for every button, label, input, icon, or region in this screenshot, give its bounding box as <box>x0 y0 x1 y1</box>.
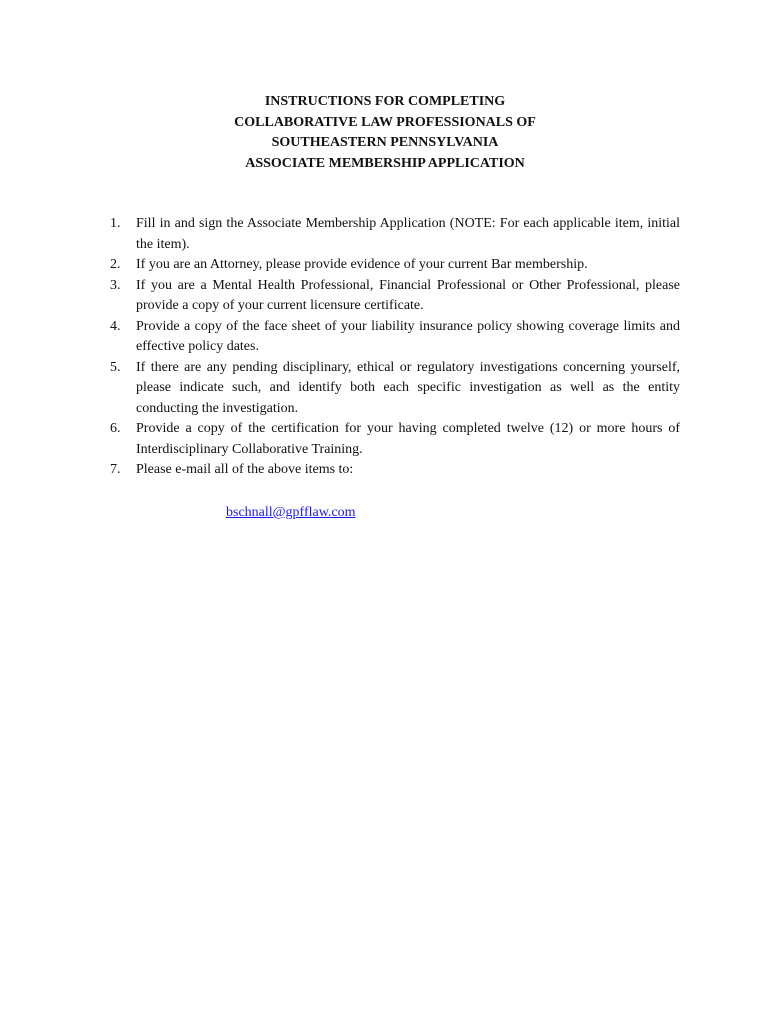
email-link[interactable]: bschnall@gpfflaw.com <box>226 505 356 520</box>
instructions-list <box>110 214 680 481</box>
list-item <box>110 276 680 317</box>
document-title <box>0 92 770 174</box>
list-item-text: Please e-mail all of the above items to: <box>136 462 354 477</box>
list-item <box>110 419 680 460</box>
list-item <box>110 214 680 255</box>
list-item-number: 3. <box>110 277 121 293</box>
list-item <box>110 358 680 420</box>
list-item <box>110 460 680 481</box>
list-item-number: 5. <box>110 359 121 375</box>
list-item-text: If there are any pending disciplinary, ethical or regulatory investigations concerning yourself, please indicate such, and identify both each specific investigation as well as the entity conducting the investigation. <box>136 359 680 416</box>
title-line-2: COLLABORATIVE LAW PROFESSIONALS OF <box>234 114 536 130</box>
title-line-1: INSTRUCTIONS FOR COMPLETING <box>264 94 506 109</box>
list-item-number: 6. <box>110 421 121 436</box>
list-item-number: 1. <box>110 216 121 231</box>
email-line <box>226 503 356 524</box>
list-item-text: Provide a copy of the certification for your having completed twelve (12) or more hours of Interdisciplinary Collaborative Training. <box>136 421 680 457</box>
list-item <box>110 255 680 276</box>
list-item <box>110 317 680 358</box>
list-item-number: 2. <box>110 257 121 272</box>
title-line-3: SOUTHEASTERN PENNSYLVANIA <box>271 135 499 150</box>
list-item-text: Fill in and sign the Associate Membership Application (NOTE: For each applicable item, initial the item). <box>136 216 680 252</box>
title-line-4: ASSOCIATE MEMBERSHIP APPLICATION <box>245 155 525 171</box>
list-item-number: 7. <box>110 462 121 477</box>
list-item-text: If you are an Attorney, please provide evidence of your current Bar membership. <box>136 257 588 272</box>
list-item-number: 4. <box>110 318 121 334</box>
list-item-text: If you are a Mental Health Professional, Financial Professional or Other Professional, please provide a copy of your current licensure certificate. <box>136 277 680 313</box>
list-item-text: Provide a copy of the face sheet of your liability insurance policy showing coverage limits and effective policy dates. <box>136 318 680 354</box>
